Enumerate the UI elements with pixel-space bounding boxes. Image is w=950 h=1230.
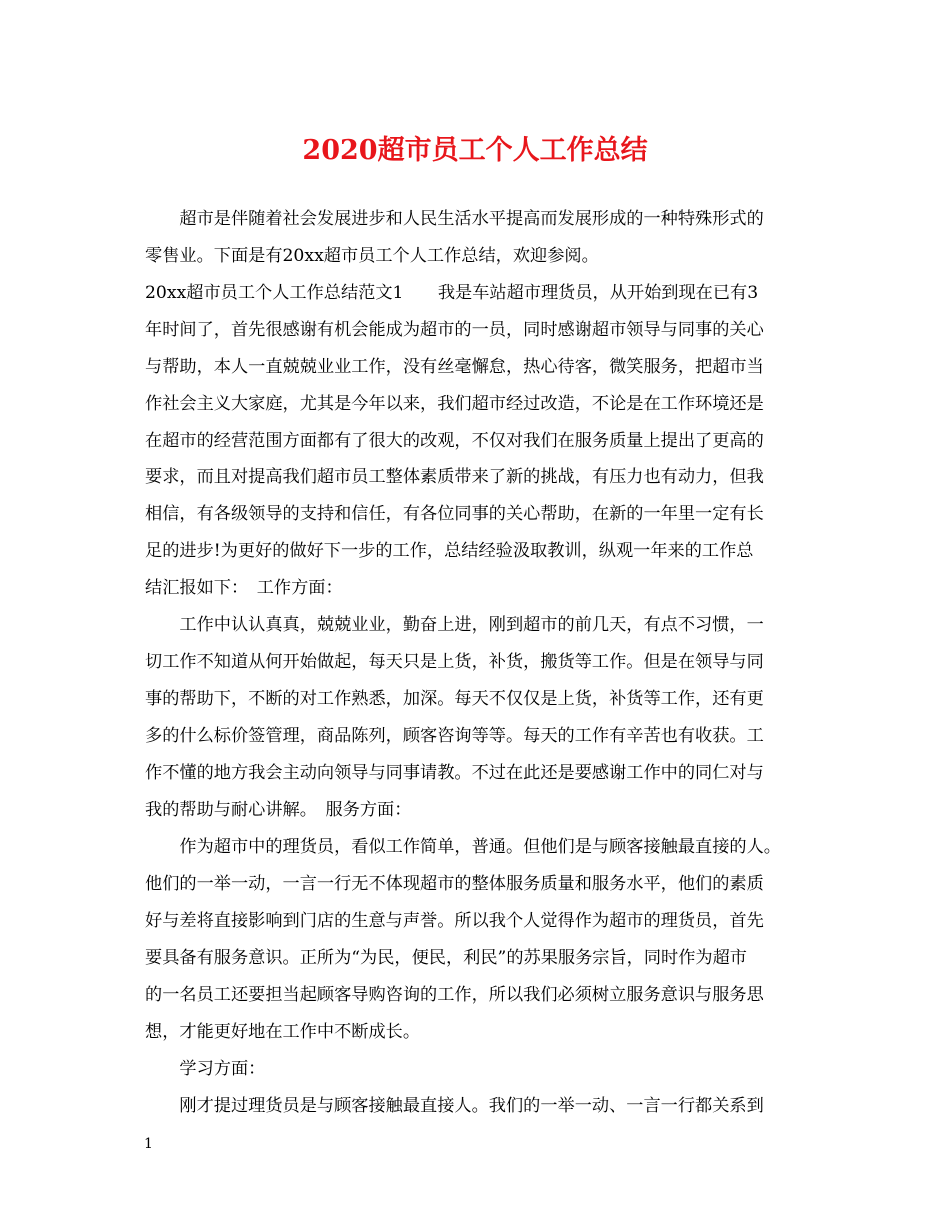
body-line: 刚才提过理货员是与顾客接触最直接人。我们的一举一动、一言一行都关系到 — [145, 1096, 764, 1116]
body-line: 作不懂的地方我会主动向领导与同事请教。不过在此还是要感谢工作中的同仁对与 — [145, 763, 764, 783]
body-line: 多的什么标价签管理，商品陈列，顾客咨询等等。每天的工作有辛苦也有收获。工 — [145, 726, 764, 746]
body-line: 相信，有各级领导的支持和信任，有各位同事的关心帮助，在新的一年里一定有长 — [145, 504, 764, 524]
body-line: 与帮助，本人一直兢兢业业工作，没有丝毫懈怠，热心待客，微笑服务，把超市当 — [145, 357, 764, 377]
body-line: 切工作不知道从何开始做起，每天只是上货，补货，搬货等工作。但是在领导与同 — [145, 652, 764, 672]
body-line: 工作中认认真真，兢兢业业，勤奋上进，刚到超市的前几天，有点不习惯，一 — [145, 615, 764, 635]
body-line: 20xx超市员工个人工作总结范文1 我是车站超市理货员，从开始到现在已有3 — [145, 283, 759, 303]
body-line: 好与差将直接影响到门店的生意与声誉。所以我个人觉得作为超市的理货员，首先 — [145, 911, 764, 931]
body-line: 结汇报如下： 工作方面： — [145, 578, 343, 598]
body-line: 想，才能更好地在工作中不断成长。 — [145, 1022, 421, 1042]
body-line: 年时间了，首先很感谢有机会能成为超市的一员，同时感谢超市领导与同事的关心 — [145, 320, 764, 340]
body-line: 他们的一举一动，一言一行无不体现超市的整体服务质量和服务水平，他们的素质 — [145, 874, 764, 894]
body-line: 零售业。下面是有20xx超市员工个人工作总结，欢迎参阅。 — [145, 246, 599, 266]
body-line: 要具备有服务意识。正所为“为民，便民，利民”的苏果服务宗旨，同时作为超市 — [145, 948, 747, 968]
body-line: 作社会主义大家庭，尤其是今年以来，我们超市经过改造，不论是在工作环境还是 — [145, 394, 764, 414]
body-line: 学习方面： — [145, 1059, 266, 1079]
body-line: 超市是伴随着社会发展进步和人民生活水平提高而发展形成的一种特殊形式的 — [145, 209, 764, 229]
page-number: 1 — [144, 1136, 153, 1152]
document-title: 2020超市员工个人工作总结 — [302, 135, 648, 166]
body-line: 要求，而且对提高我们超市员工整体素质带来了新的挑战，有压力也有动力，但我 — [145, 467, 764, 487]
body-line: 事的帮助下，不断的对工作熟悉，加深。每天不仅仅是上货，补货等工作，还有更 — [145, 689, 764, 709]
body-line: 我的帮助与耐心讲解。 服务方面： — [145, 800, 412, 820]
body-line: 的一名员工还要担当起顾客导购咨询的工作，所以我们必须树立服务意识与服务思 — [145, 985, 764, 1005]
body-line: 足的进步!为更好的做好下一步的工作，总结经验汲取教训，纵观一年来的工作总 — [145, 541, 754, 561]
body-line: 在超市的经营范围方面都有了很大的改观，不仅对我们在服务质量上提出了更高的 — [145, 431, 764, 451]
body-line: 作为超市中的理货员，看似工作简单，普通。但他们是与顾客接触最直接的人。 — [145, 837, 781, 857]
